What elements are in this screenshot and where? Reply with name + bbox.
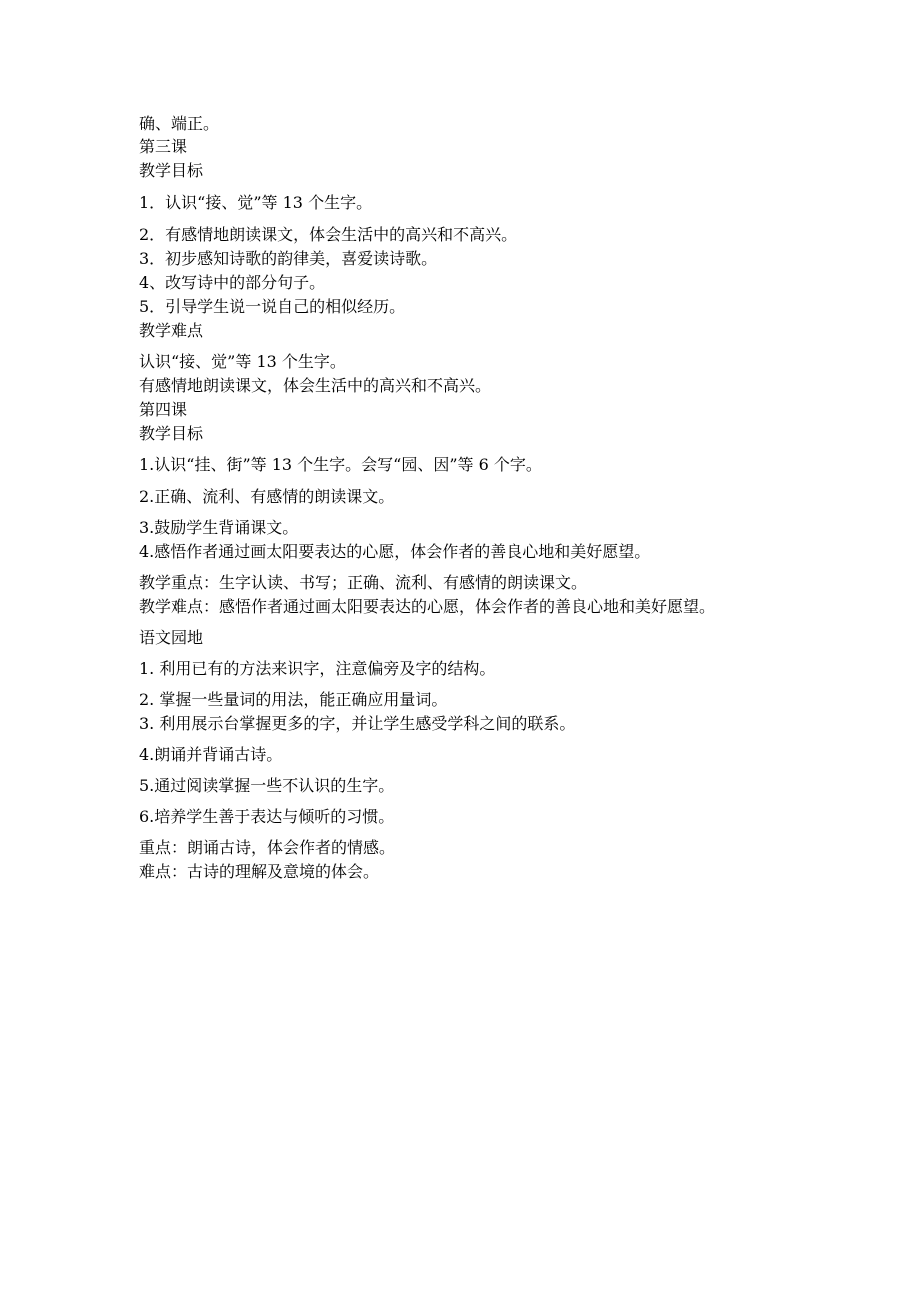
text-line: 重点：朗诵古诗，体会作者的情感。 <box>139 838 396 857</box>
lesson-heading: 第四课 <box>139 400 188 419</box>
lesson-heading: 第三课 <box>139 137 188 156</box>
list-item: 1．认识“接、觉”等 13 个生字。 <box>139 193 373 212</box>
list-item: 5．引导学生说一说自己的相似经历。 <box>139 297 406 316</box>
text-line: 教学重点：生字认读、书写；正确、流利、有感情的朗读课文。 <box>139 573 588 592</box>
list-item: 4.朗诵并背诵古诗。 <box>139 745 283 764</box>
list-item: 3．初步感知诗歌的韵律美，喜爱读诗歌。 <box>139 249 438 268</box>
list-item: 2．有感情地朗读课文，体会生活中的高兴和不高兴。 <box>139 225 518 244</box>
list-item: 3. 利用展示台掌握更多的字，并让学生感受学科之间的联系。 <box>139 714 576 733</box>
section-heading: 语文园地 <box>139 628 204 647</box>
list-item: 1.认识“挂、街”等 13 个生字。会写“园、因”等 6 个字。 <box>139 455 542 474</box>
list-item: 2. 掌握一些量词的用法，能正确应用量词。 <box>139 690 448 709</box>
text-line: 难点：古诗的理解及意境的体会。 <box>139 862 380 881</box>
list-item: 6.培养学生善于表达与倾听的习惯。 <box>139 807 395 826</box>
section-heading: 教学目标 <box>139 161 204 180</box>
list-item: 3.鼓励学生背诵课文。 <box>139 518 299 537</box>
list-item: 5.通过阅读掌握一些不认识的生字。 <box>139 776 395 795</box>
list-item: 2.正确、流利、有感情的朗读课文。 <box>139 487 395 506</box>
list-item: 4、改写诗中的部分句子。 <box>139 273 326 292</box>
text-line: 认识“接、觉”等 13 个生字。 <box>139 352 346 371</box>
text-line: 教学难点：感悟作者通过画太阳要表达的心愿，体会作者的善良心地和美好愿望。 <box>139 597 716 616</box>
list-item: 4.感悟作者通过画太阳要表达的心愿，体会作者的善良心地和美好愿望。 <box>139 542 651 561</box>
list-item: 1. 利用已有的方法来识字，注意偏旁及字的结构。 <box>139 659 496 678</box>
section-heading: 教学难点 <box>139 321 204 340</box>
text-line: 有感情地朗读课文，体会生活中的高兴和不高兴。 <box>139 376 492 395</box>
section-heading: 教学目标 <box>139 424 204 443</box>
text-line: 确、端正。 <box>139 114 220 133</box>
